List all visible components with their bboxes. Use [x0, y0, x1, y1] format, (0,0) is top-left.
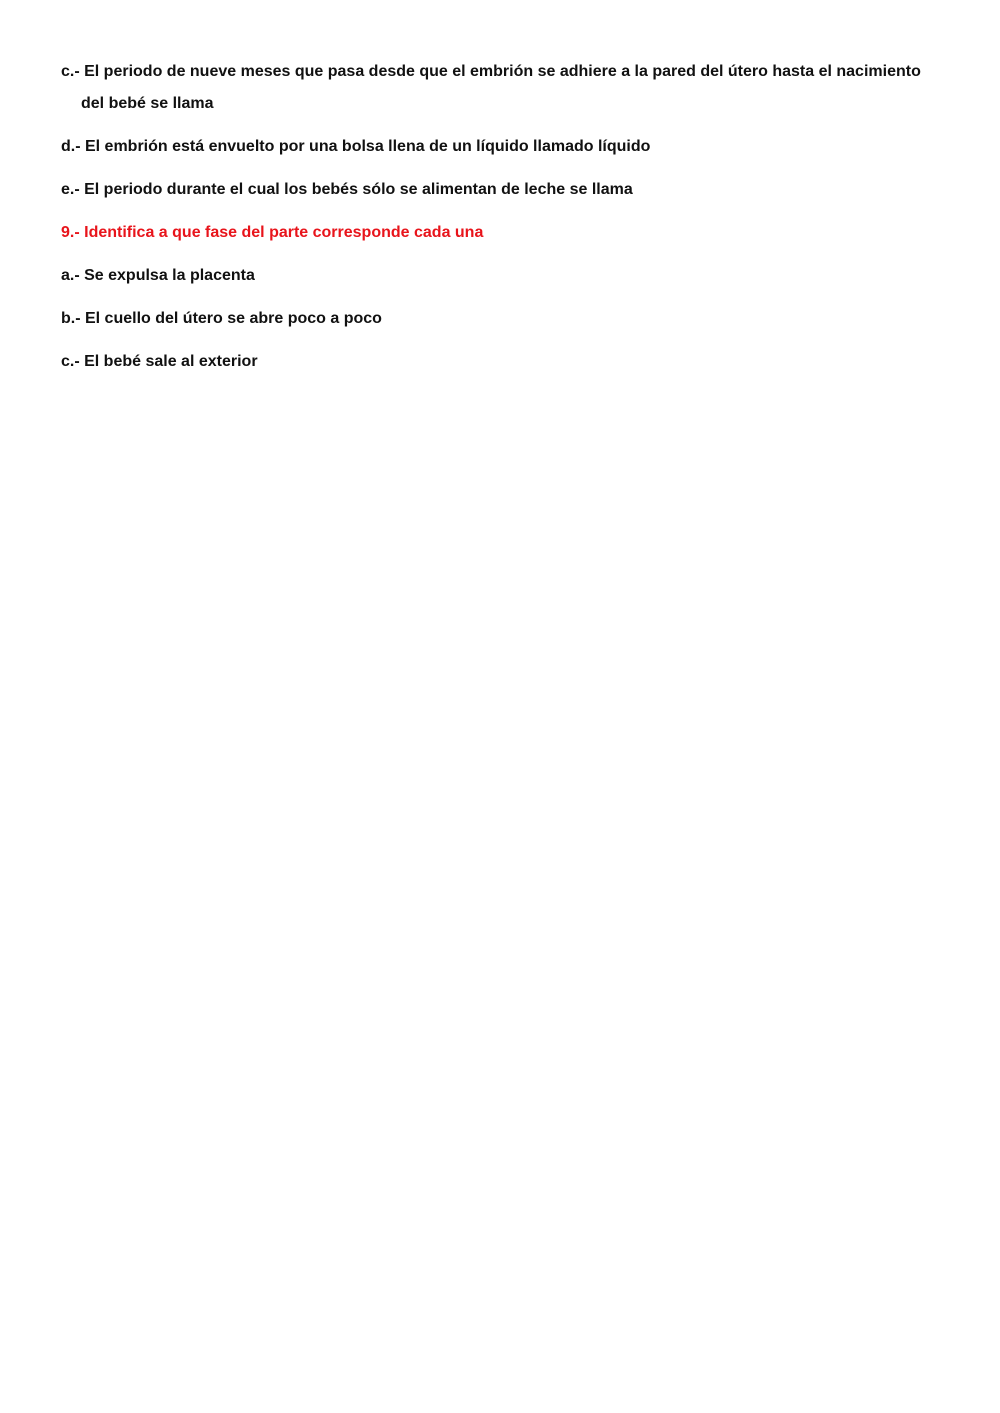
question-9a: a.- Se expulsa la placenta — [61, 267, 255, 284]
question-d: d.- El embrión está envuelto por una bolsa llena de un líquido llamado líquido — [61, 138, 651, 155]
question-9c: c.- El bebé sale al exterior — [61, 353, 258, 370]
section-9-heading: 9.- Identifica a que fase del parte corresponde cada una — [61, 224, 484, 241]
question-e: e.- El periodo durante el cual los bebés sólo se alimentan de leche se llama — [61, 181, 633, 198]
question-c-line1: c.- El periodo de nueve meses que pasa desde que el embrión se adhiere a la pared del útero hasta el nacimiento — [61, 63, 921, 80]
question-9b: b.- El cuello del útero se abre poco a poco — [61, 310, 382, 327]
question-c-line2: del bebé se llama — [81, 95, 214, 112]
